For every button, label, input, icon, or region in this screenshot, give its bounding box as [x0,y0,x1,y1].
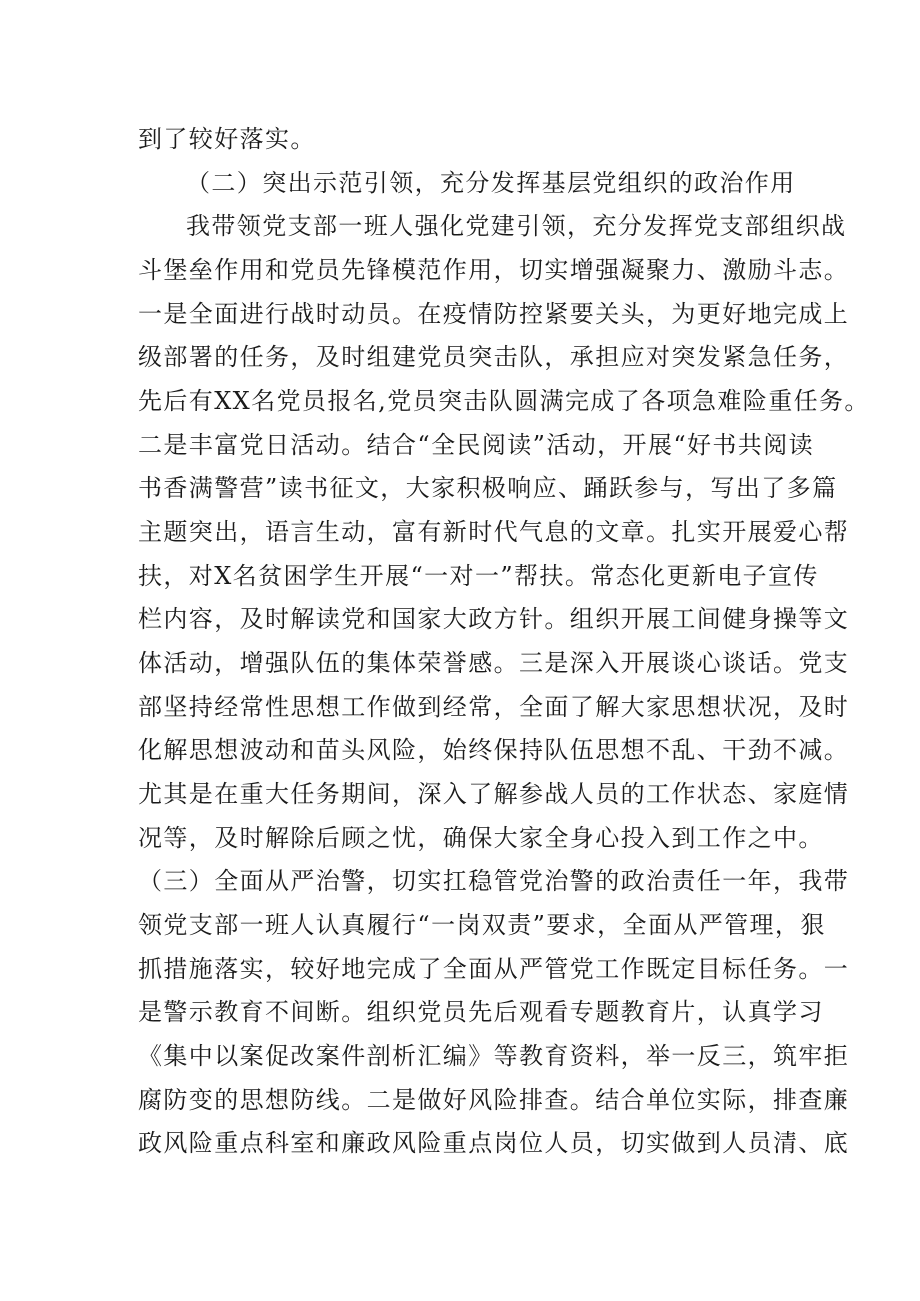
paragraph-line: 书香满警营”读书征文，大家积极响应、踊跃参与，写出了多篇 [138,474,838,502]
paragraph-line: 《集中以案促改案件剖析汇编》等教育资料，举一反三，筑牢拒 [138,1042,850,1070]
paragraph-line: 先后有XX名党员报名,党员突击队圆满完成了各项急难险重任务。 [138,387,870,415]
paragraph-line: 扶，对X名贫困学生开展“一对一”帮扶。常态化更新电子宣传 [138,562,819,590]
paragraph-line: 抓措施落实，较好地完成了全面从严管党工作既定目标任务。一 [138,955,850,983]
paragraph-line: 二是丰富党日活动。结合“全民阅读”活动，开展“好书共阅读 [138,431,815,459]
paragraph-line: 到了较好落实。 [138,125,316,153]
paragraph-line: 腐防变的思想防线。二是做好风险排查。结合单位实际，排查廉 [138,1086,850,1114]
paragraph-line: 一是全面进行战时动员。在疫情防控紧要关头，为更好地完成上 [138,300,850,328]
paragraph-line: 斗堡垒作用和党员先锋模范作用，切实增强凝聚力、激励斗志。 [138,256,850,284]
paragraph-line: 尤其是在重大任务期间，深入了解参战人员的工作状态、家庭情 [138,780,850,808]
paragraph-line: 部坚持经常性思想工作做到经常，全面了解大家思想状况，及时 [138,693,850,721]
paragraph-line: 是警示教育不间断。组织党员先后观看专题教育片，认真学习 [138,998,824,1026]
section-heading-line: （三）全面从严治警，切实扛稳管党治警的政治责任一年，我带 [138,867,850,895]
paragraph-line: 化解思想波动和苗头风险，始终保持队伍思想不乱、干劲不减。 [138,736,850,764]
paragraph-line: 我带领党支部一班人强化党建引领，充分发挥党支部组织战 [186,212,847,240]
paragraph-line: 主题突出，语言生动，富有新时代气息的文章。扎实开展爱心帮 [138,518,850,546]
section-heading: （二）突出示范引领，充分发挥基层党组织的政治作用 [186,169,796,197]
paragraph-line: 政风险重点科室和廉政风险重点岗位人员，切实做到人员清、底 [138,1129,850,1157]
paragraph-line: 栏内容，及时解读党和国家大政方针。组织开展工间健身操等文 [138,605,850,633]
paragraph-line: 级部署的任务，及时组建党员突击队，承担应对突发紧急任务， [138,343,850,371]
paragraph-line: 体活动，增强队伍的集体荣誉感。三是深入开展谈心谈话。党支 [138,649,850,677]
paragraph-line: 况等，及时解除后顾之忧，确保大家全身心投入到工作之中。 [138,824,824,852]
paragraph-line: 领党支部一班人认真履行“一岗双责”要求，全面从严管理，狠 [138,911,826,939]
